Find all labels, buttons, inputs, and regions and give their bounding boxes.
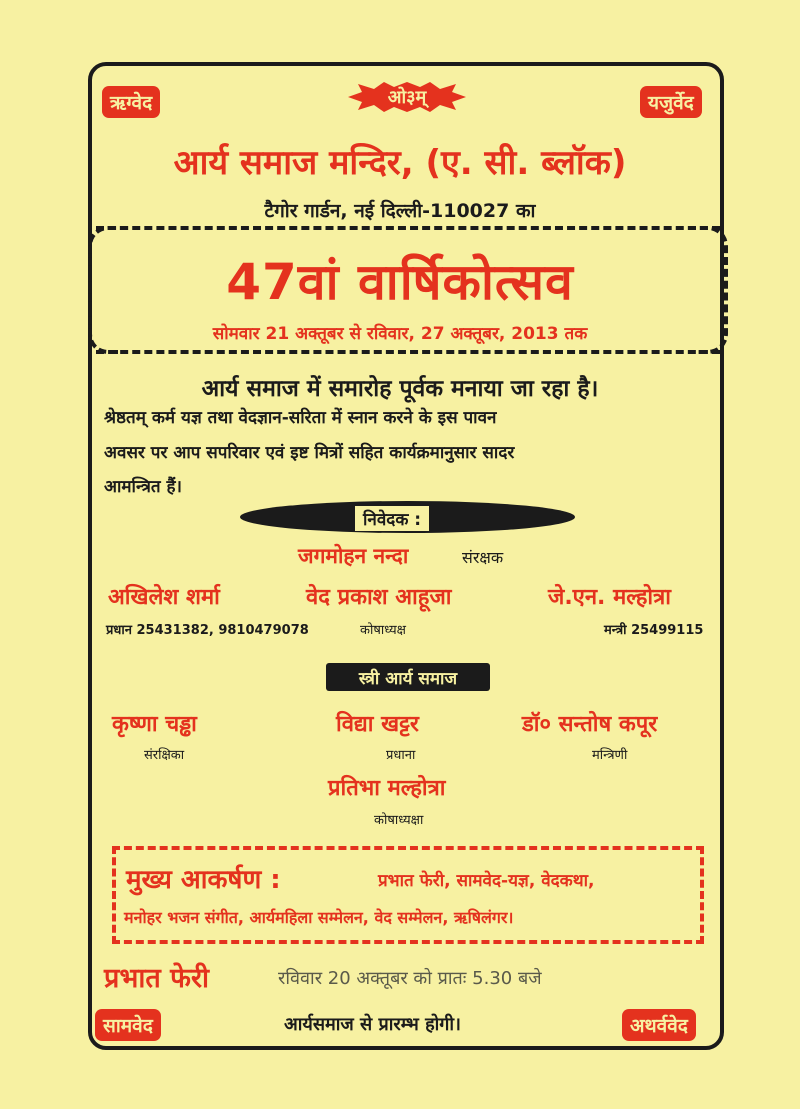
om-emblem: [348, 82, 466, 112]
member-name: जे.एन. मल्होत्रा: [548, 585, 671, 610]
member-name: अखिलेश शर्मा: [108, 585, 220, 610]
stri-member-role: प्रधाना: [386, 748, 416, 763]
attractions-line-2: मनोहर भजन संगीत, आर्यमहिला सम्मेलन, वेद सम्मेलन, ऋषिलंगर।: [124, 908, 514, 927]
stri-member-role: संरक्षिका: [144, 748, 185, 763]
member-role: प्रधान 25431382, 9810479078: [106, 623, 309, 638]
samaj-title: आर्य समाज मन्दिर, (ए. सी. ब्लॉक): [173, 143, 627, 183]
member-role: मन्त्री 25499115: [604, 623, 704, 638]
corner-samaveda: सामवेद: [95, 1009, 161, 1041]
attractions-line-1: प्रभात फेरी, सामवेद-यज्ञ, वेदकथा,: [378, 871, 595, 891]
treasurer-role: कोषाध्यक्षा: [374, 813, 424, 828]
corner-yajurveda: यजुर्वेद: [640, 86, 702, 118]
member-name: वेद प्रकाश आहूजा: [306, 585, 452, 610]
prabhat-feri-start: आर्यसमाज से प्रारम्भ होगी।: [284, 1014, 461, 1035]
prabhat-feri-heading: प्रभात फेरी: [104, 963, 209, 994]
stri-member-name: विद्या खट्टर: [336, 712, 419, 737]
attractions-heading: मुख्य आकर्षण :: [126, 865, 281, 895]
prabhat-feri-detail: रविवार 20 अक्तूबर को प्रातः 5.30 बजे: [278, 968, 542, 989]
corner-atharvaveda: अथर्ववेद: [622, 1009, 696, 1041]
invitation-line-4: आमन्त्रित हैं।: [104, 477, 182, 497]
stri-samaj-label: स्त्री आर्य समाज: [326, 663, 490, 691]
event-title: 47वां वार्षिकोत्सव: [226, 253, 574, 311]
stri-member-name: कृष्णा चड्ढा: [112, 712, 197, 737]
nivedak-label: निवेदक :: [354, 505, 430, 532]
samaj-address: टैगोर गार्डन, नई दिल्ली-110027 का: [264, 200, 536, 222]
stri-member-role: मन्त्रिणी: [592, 748, 628, 763]
om-label: ओ३म्: [387, 87, 427, 108]
invitation-line-2: श्रेष्ठतम् कर्म यज्ञ तथा वेदज्ञान-सरिता में स्नान करने के इस पावन: [104, 408, 497, 428]
patron-role: संरक्षक: [462, 548, 504, 567]
treasurer-name: प्रतिभा मल्होत्रा: [328, 776, 446, 801]
stri-member-name: डॉ० सन्तोष कपूर: [522, 712, 658, 737]
event-dates: सोमवार 21 अक्तूबर से रविवार, 27 अक्तूबर, 2013 तक: [212, 324, 588, 344]
invitation-line-3: अवसर पर आप सपरिवार एवं इष्ट मित्रों सहित कार्यक्रमानुसार सादर: [104, 443, 515, 463]
patron-name: जगमोहन नन्दा: [298, 544, 409, 568]
corner-rigveda: ऋग्वेद: [102, 86, 160, 118]
invitation-line-1: आर्य समाज में समारोह पूर्वक मनाया जा रहा है।: [201, 376, 599, 402]
member-role: कोषाध्यक्ष: [360, 623, 406, 638]
